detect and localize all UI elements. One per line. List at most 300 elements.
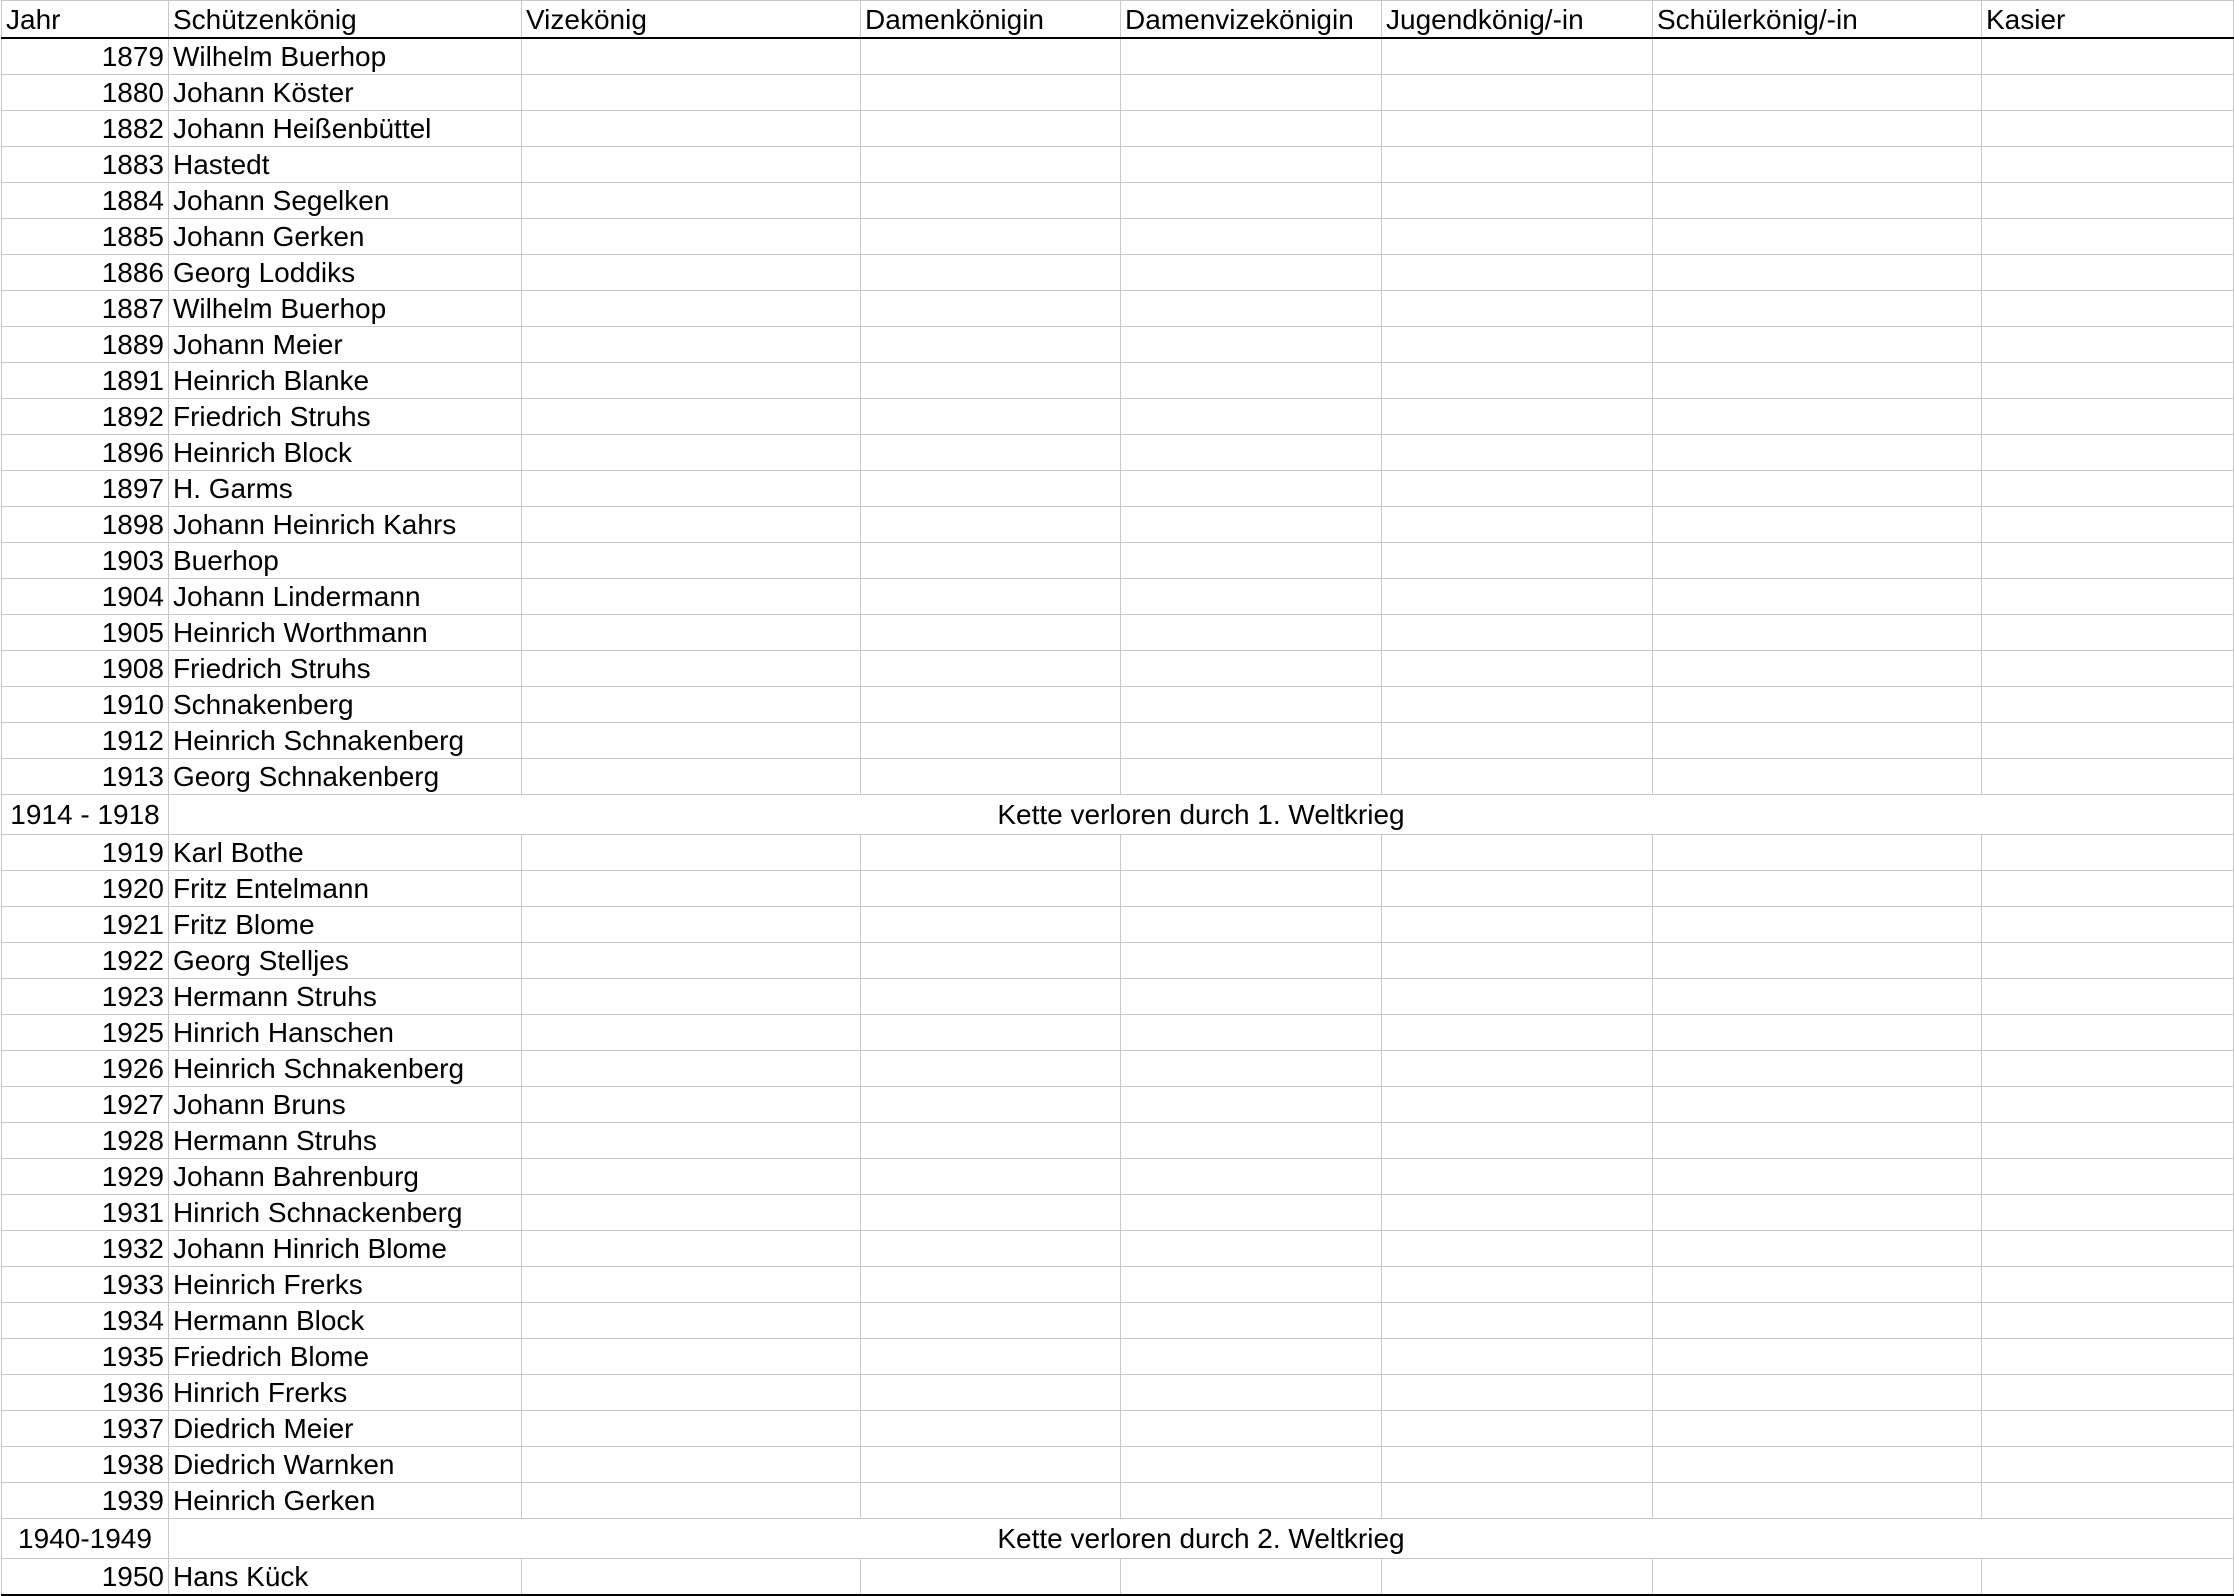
schuetzenkoenig-cell[interactable]: Diedrich Meier xyxy=(169,1411,522,1447)
empty-cell[interactable] xyxy=(1982,507,2234,543)
empty-cell[interactable] xyxy=(522,871,861,907)
empty-cell[interactable] xyxy=(861,723,1121,759)
schuetzenkoenig-cell[interactable]: Heinrich Block xyxy=(169,435,522,471)
empty-cell[interactable] xyxy=(1382,1123,1653,1159)
empty-cell[interactable] xyxy=(522,255,861,291)
empty-cell[interactable] xyxy=(1653,291,1982,327)
empty-cell[interactable] xyxy=(1382,943,1653,979)
empty-cell[interactable] xyxy=(1121,1375,1382,1411)
empty-cell[interactable] xyxy=(522,943,861,979)
empty-cell[interactable] xyxy=(1653,507,1982,543)
empty-cell[interactable] xyxy=(522,147,861,183)
empty-cell[interactable] xyxy=(1121,1447,1382,1483)
empty-cell[interactable] xyxy=(522,1303,861,1339)
schuetzenkoenig-cell[interactable]: Johann Segelken xyxy=(169,183,522,219)
empty-cell[interactable] xyxy=(1982,1483,2234,1519)
empty-cell[interactable] xyxy=(861,579,1121,615)
empty-cell[interactable] xyxy=(522,979,861,1015)
schuetzenkoenig-cell[interactable]: H. Garms xyxy=(169,471,522,507)
empty-cell[interactable] xyxy=(522,1483,861,1519)
schuetzenkoenig-cell[interactable]: Friedrich Blome xyxy=(169,1339,522,1375)
empty-cell[interactable] xyxy=(1121,507,1382,543)
empty-cell[interactable] xyxy=(1982,291,2234,327)
empty-cell[interactable] xyxy=(522,1159,861,1195)
empty-cell[interactable] xyxy=(1121,1483,1382,1519)
empty-cell[interactable] xyxy=(861,1303,1121,1339)
year-cell[interactable]: 1914 - 1918 xyxy=(2,795,169,835)
empty-cell[interactable] xyxy=(1653,759,1982,795)
schuetzenkoenig-cell[interactable]: Johann Gerken xyxy=(169,219,522,255)
schuetzenkoenig-cell[interactable]: Diedrich Warnken xyxy=(169,1447,522,1483)
empty-cell[interactable] xyxy=(1982,435,2234,471)
empty-cell[interactable] xyxy=(522,723,861,759)
empty-cell[interactable] xyxy=(1121,615,1382,651)
empty-cell[interactable] xyxy=(1653,255,1982,291)
empty-cell[interactable] xyxy=(861,255,1121,291)
empty-cell[interactable] xyxy=(1382,1303,1653,1339)
header-schuelerkoenig[interactable]: Schülerkönig/-in xyxy=(1653,1,1982,39)
empty-cell[interactable] xyxy=(861,615,1121,651)
year-cell[interactable]: 1912 xyxy=(2,723,169,759)
empty-cell[interactable] xyxy=(1382,1231,1653,1267)
empty-cell[interactable] xyxy=(522,507,861,543)
empty-cell[interactable] xyxy=(1382,471,1653,507)
schuetzenkoenig-cell[interactable]: Hinrich Hanschen xyxy=(169,1015,522,1051)
empty-cell[interactable] xyxy=(1121,1339,1382,1375)
empty-cell[interactable] xyxy=(1653,1159,1982,1195)
empty-cell[interactable] xyxy=(1382,507,1653,543)
year-cell[interactable]: 1913 xyxy=(2,759,169,795)
merged-note-cell[interactable]: Kette verloren durch 1. Weltkrieg xyxy=(169,795,2234,835)
empty-cell[interactable] xyxy=(1982,1123,2234,1159)
empty-cell[interactable] xyxy=(1653,183,1982,219)
empty-cell[interactable] xyxy=(1653,1483,1982,1519)
year-cell[interactable]: 1920 xyxy=(2,871,169,907)
empty-cell[interactable] xyxy=(1982,1339,2234,1375)
empty-cell[interactable] xyxy=(1653,399,1982,435)
empty-cell[interactable] xyxy=(1653,1015,1982,1051)
empty-cell[interactable] xyxy=(1382,543,1653,579)
empty-cell[interactable] xyxy=(861,399,1121,435)
empty-cell[interactable] xyxy=(861,1123,1121,1159)
empty-cell[interactable] xyxy=(861,291,1121,327)
empty-cell[interactable] xyxy=(861,1015,1121,1051)
empty-cell[interactable] xyxy=(1982,111,2234,147)
empty-cell[interactable] xyxy=(522,1015,861,1051)
empty-cell[interactable] xyxy=(861,871,1121,907)
empty-cell[interactable] xyxy=(1982,907,2234,943)
year-cell[interactable]: 1889 xyxy=(2,327,169,363)
empty-cell[interactable] xyxy=(1121,723,1382,759)
year-cell[interactable]: 1892 xyxy=(2,399,169,435)
empty-cell[interactable] xyxy=(1653,687,1982,723)
empty-cell[interactable] xyxy=(1121,327,1382,363)
schuetzenkoenig-cell[interactable]: Heinrich Schnakenberg xyxy=(169,723,522,759)
empty-cell[interactable] xyxy=(522,1375,861,1411)
empty-cell[interactable] xyxy=(1121,687,1382,723)
empty-cell[interactable] xyxy=(1121,835,1382,871)
year-cell[interactable]: 1885 xyxy=(2,219,169,255)
empty-cell[interactable] xyxy=(1653,1051,1982,1087)
empty-cell[interactable] xyxy=(522,291,861,327)
empty-cell[interactable] xyxy=(1653,75,1982,111)
empty-cell[interactable] xyxy=(861,147,1121,183)
year-cell[interactable]: 1923 xyxy=(2,979,169,1015)
empty-cell[interactable] xyxy=(861,1339,1121,1375)
schuetzenkoenig-cell[interactable]: Hastedt xyxy=(169,147,522,183)
empty-cell[interactable] xyxy=(1382,907,1653,943)
empty-cell[interactable] xyxy=(861,507,1121,543)
empty-cell[interactable] xyxy=(1121,147,1382,183)
empty-cell[interactable] xyxy=(1121,1303,1382,1339)
empty-cell[interactable] xyxy=(1982,723,2234,759)
schuetzenkoenig-cell[interactable]: Heinrich Frerks xyxy=(169,1267,522,1303)
empty-cell[interactable] xyxy=(1121,363,1382,399)
empty-cell[interactable] xyxy=(1653,615,1982,651)
empty-cell[interactable] xyxy=(522,1051,861,1087)
empty-cell[interactable] xyxy=(1982,1411,2234,1447)
schuetzenkoenig-cell[interactable]: Hinrich Schnackenberg xyxy=(169,1195,522,1231)
empty-cell[interactable] xyxy=(861,835,1121,871)
empty-cell[interactable] xyxy=(1382,1483,1653,1519)
empty-cell[interactable] xyxy=(1382,1267,1653,1303)
empty-cell[interactable] xyxy=(1653,327,1982,363)
year-cell[interactable]: 1898 xyxy=(2,507,169,543)
year-cell[interactable]: 1879 xyxy=(2,38,169,75)
empty-cell[interactable] xyxy=(522,907,861,943)
empty-cell[interactable] xyxy=(1121,907,1382,943)
empty-cell[interactable] xyxy=(1653,1447,1982,1483)
empty-cell[interactable] xyxy=(1653,651,1982,687)
empty-cell[interactable] xyxy=(1982,979,2234,1015)
empty-cell[interactable] xyxy=(861,219,1121,255)
empty-cell[interactable] xyxy=(1982,1015,2234,1051)
empty-cell[interactable] xyxy=(861,111,1121,147)
empty-cell[interactable] xyxy=(1382,435,1653,471)
empty-cell[interactable] xyxy=(522,363,861,399)
empty-cell[interactable] xyxy=(522,1195,861,1231)
empty-cell[interactable] xyxy=(1653,111,1982,147)
empty-cell[interactable] xyxy=(1982,835,2234,871)
empty-cell[interactable] xyxy=(1653,907,1982,943)
year-cell[interactable]: 1931 xyxy=(2,1195,169,1231)
empty-cell[interactable] xyxy=(861,1483,1121,1519)
empty-cell[interactable] xyxy=(861,943,1121,979)
year-cell[interactable]: 1936 xyxy=(2,1375,169,1411)
empty-cell[interactable] xyxy=(1382,979,1653,1015)
year-cell[interactable]: 1897 xyxy=(2,471,169,507)
schuetzenkoenig-cell[interactable]: Johann Köster xyxy=(169,75,522,111)
empty-cell[interactable] xyxy=(1982,543,2234,579)
empty-cell[interactable] xyxy=(1121,871,1382,907)
empty-cell[interactable] xyxy=(1653,471,1982,507)
schuetzenkoenig-cell[interactable]: Hermann Struhs xyxy=(169,1123,522,1159)
schuetzenkoenig-cell[interactable]: Hinrich Frerks xyxy=(169,1375,522,1411)
empty-cell[interactable] xyxy=(1121,1159,1382,1195)
empty-cell[interactable] xyxy=(1982,579,2234,615)
empty-cell[interactable] xyxy=(1653,1339,1982,1375)
empty-cell[interactable] xyxy=(1382,615,1653,651)
year-cell[interactable]: 1910 xyxy=(2,687,169,723)
empty-cell[interactable] xyxy=(1982,1195,2234,1231)
empty-cell[interactable] xyxy=(1653,219,1982,255)
schuetzenkoenig-cell[interactable]: Buerhop xyxy=(169,543,522,579)
empty-cell[interactable] xyxy=(1382,651,1653,687)
empty-cell[interactable] xyxy=(861,1087,1121,1123)
empty-cell[interactable] xyxy=(1982,219,2234,255)
empty-cell[interactable] xyxy=(1982,38,2234,75)
header-damenvizekoenigin[interactable]: Damenvizekönigin xyxy=(1121,1,1382,39)
schuetzenkoenig-cell[interactable]: Karl Bothe xyxy=(169,835,522,871)
empty-cell[interactable] xyxy=(1382,183,1653,219)
empty-cell[interactable] xyxy=(1382,1447,1653,1483)
schuetzenkoenig-cell[interactable]: Friedrich Struhs xyxy=(169,651,522,687)
empty-cell[interactable] xyxy=(861,1267,1121,1303)
empty-cell[interactable] xyxy=(522,111,861,147)
schuetzenkoenig-cell[interactable]: Hermann Block xyxy=(169,1303,522,1339)
empty-cell[interactable] xyxy=(1121,1231,1382,1267)
year-cell[interactable]: 1886 xyxy=(2,255,169,291)
empty-cell[interactable] xyxy=(1982,471,2234,507)
empty-cell[interactable] xyxy=(1382,871,1653,907)
empty-cell[interactable] xyxy=(1121,1051,1382,1087)
empty-cell[interactable] xyxy=(1121,183,1382,219)
empty-cell[interactable] xyxy=(1982,399,2234,435)
year-cell[interactable]: 1904 xyxy=(2,579,169,615)
empty-cell[interactable] xyxy=(1653,1087,1982,1123)
schuetzenkoenig-cell[interactable]: Heinrich Schnakenberg xyxy=(169,1051,522,1087)
header-jugendkoenig[interactable]: Jugendkönig/-in xyxy=(1382,1,1653,39)
empty-cell[interactable] xyxy=(522,1411,861,1447)
empty-cell[interactable] xyxy=(861,183,1121,219)
schuetzenkoenig-cell[interactable]: Hans Kück xyxy=(169,1559,522,1596)
empty-cell[interactable] xyxy=(1982,943,2234,979)
empty-cell[interactable] xyxy=(1121,219,1382,255)
empty-cell[interactable] xyxy=(1653,835,1982,871)
empty-cell[interactable] xyxy=(1121,111,1382,147)
empty-cell[interactable] xyxy=(1382,687,1653,723)
year-cell[interactable]: 1925 xyxy=(2,1015,169,1051)
empty-cell[interactable] xyxy=(522,183,861,219)
empty-cell[interactable] xyxy=(1653,363,1982,399)
year-cell[interactable]: 1938 xyxy=(2,1447,169,1483)
empty-cell[interactable] xyxy=(1382,147,1653,183)
empty-cell[interactable] xyxy=(1982,183,2234,219)
year-cell[interactable]: 1903 xyxy=(2,543,169,579)
year-cell[interactable]: 1937 xyxy=(2,1411,169,1447)
empty-cell[interactable] xyxy=(1653,543,1982,579)
header-jahr[interactable]: Jahr xyxy=(2,1,169,39)
schuetzenkoenig-cell[interactable]: Johann Hinrich Blome xyxy=(169,1231,522,1267)
empty-cell[interactable] xyxy=(861,1231,1121,1267)
empty-cell[interactable] xyxy=(861,38,1121,75)
year-cell[interactable]: 1932 xyxy=(2,1231,169,1267)
empty-cell[interactable] xyxy=(522,651,861,687)
empty-cell[interactable] xyxy=(1121,543,1382,579)
empty-cell[interactable] xyxy=(1121,1123,1382,1159)
empty-cell[interactable] xyxy=(1382,1015,1653,1051)
empty-cell[interactable] xyxy=(1653,871,1982,907)
empty-cell[interactable] xyxy=(1982,1447,2234,1483)
empty-cell[interactable] xyxy=(1121,1087,1382,1123)
empty-cell[interactable] xyxy=(1653,38,1982,75)
header-schuetzenkoenig[interactable]: Schützenkönig xyxy=(169,1,522,39)
empty-cell[interactable] xyxy=(861,1195,1121,1231)
empty-cell[interactable] xyxy=(1121,471,1382,507)
empty-cell[interactable] xyxy=(861,1051,1121,1087)
empty-cell[interactable] xyxy=(1982,1267,2234,1303)
year-cell[interactable]: 1882 xyxy=(2,111,169,147)
empty-cell[interactable] xyxy=(1653,1123,1982,1159)
empty-cell[interactable] xyxy=(1982,871,2234,907)
empty-cell[interactable] xyxy=(1382,759,1653,795)
empty-cell[interactable] xyxy=(522,835,861,871)
empty-cell[interactable] xyxy=(1121,1411,1382,1447)
empty-cell[interactable] xyxy=(1982,651,2234,687)
empty-cell[interactable] xyxy=(1121,1267,1382,1303)
empty-cell[interactable] xyxy=(861,543,1121,579)
year-cell[interactable]: 1939 xyxy=(2,1483,169,1519)
schuetzenkoenig-cell[interactable]: Friedrich Struhs xyxy=(169,399,522,435)
empty-cell[interactable] xyxy=(1653,147,1982,183)
empty-cell[interactable] xyxy=(522,579,861,615)
empty-cell[interactable] xyxy=(1121,979,1382,1015)
year-cell[interactable]: 1880 xyxy=(2,75,169,111)
schuetzenkoenig-cell[interactable]: Wilhelm Buerhop xyxy=(169,291,522,327)
empty-cell[interactable] xyxy=(861,75,1121,111)
schuetzenkoenig-cell[interactable]: Wilhelm Buerhop xyxy=(169,38,522,75)
empty-cell[interactable] xyxy=(1653,1267,1982,1303)
empty-cell[interactable] xyxy=(1382,255,1653,291)
year-cell[interactable]: 1935 xyxy=(2,1339,169,1375)
year-cell[interactable]: 1884 xyxy=(2,183,169,219)
year-cell[interactable]: 1891 xyxy=(2,363,169,399)
empty-cell[interactable] xyxy=(1121,759,1382,795)
empty-cell[interactable] xyxy=(522,327,861,363)
empty-cell[interactable] xyxy=(1121,943,1382,979)
empty-cell[interactable] xyxy=(1982,1087,2234,1123)
empty-cell[interactable] xyxy=(1982,759,2234,795)
empty-cell[interactable] xyxy=(1382,1339,1653,1375)
schuetzenkoenig-cell[interactable]: Johann Bruns xyxy=(169,1087,522,1123)
empty-cell[interactable] xyxy=(1653,1375,1982,1411)
empty-cell[interactable] xyxy=(1982,75,2234,111)
empty-cell[interactable] xyxy=(1382,327,1653,363)
schuetzenkoenig-cell[interactable]: Fritz Blome xyxy=(169,907,522,943)
empty-cell[interactable] xyxy=(1382,111,1653,147)
empty-cell[interactable] xyxy=(1382,835,1653,871)
empty-cell[interactable] xyxy=(1382,291,1653,327)
year-cell[interactable]: 1908 xyxy=(2,651,169,687)
year-cell[interactable]: 1905 xyxy=(2,615,169,651)
empty-cell[interactable] xyxy=(1121,75,1382,111)
empty-cell[interactable] xyxy=(522,1447,861,1483)
empty-cell[interactable] xyxy=(522,471,861,507)
empty-cell[interactable] xyxy=(1382,1375,1653,1411)
empty-cell[interactable] xyxy=(1653,1195,1982,1231)
empty-cell[interactable] xyxy=(1382,1159,1653,1195)
empty-cell[interactable] xyxy=(1121,435,1382,471)
empty-cell[interactable] xyxy=(1382,1411,1653,1447)
empty-cell[interactable] xyxy=(1121,38,1382,75)
empty-cell[interactable] xyxy=(1382,579,1653,615)
schuetzenkoenig-cell[interactable]: Johann Meier xyxy=(169,327,522,363)
empty-cell[interactable] xyxy=(522,399,861,435)
schuetzenkoenig-cell[interactable]: Heinrich Gerken xyxy=(169,1483,522,1519)
empty-cell[interactable] xyxy=(1653,979,1982,1015)
schuetzenkoenig-cell[interactable]: Georg Schnakenberg xyxy=(169,759,522,795)
empty-cell[interactable] xyxy=(522,543,861,579)
empty-cell[interactable] xyxy=(1121,1195,1382,1231)
empty-cell[interactable] xyxy=(1653,943,1982,979)
empty-cell[interactable] xyxy=(861,1159,1121,1195)
empty-cell[interactable] xyxy=(861,1447,1121,1483)
empty-cell[interactable] xyxy=(522,435,861,471)
empty-cell[interactable] xyxy=(1653,579,1982,615)
year-cell[interactable]: 1896 xyxy=(2,435,169,471)
empty-cell[interactable] xyxy=(522,615,861,651)
empty-cell[interactable] xyxy=(1382,38,1653,75)
schuetzenkoenig-cell[interactable]: Schnakenberg xyxy=(169,687,522,723)
empty-cell[interactable] xyxy=(1653,1411,1982,1447)
year-cell[interactable]: 1919 xyxy=(2,835,169,871)
year-cell[interactable]: 1940-1949 xyxy=(2,1519,169,1559)
empty-cell[interactable] xyxy=(861,651,1121,687)
empty-cell[interactable] xyxy=(861,1411,1121,1447)
empty-cell[interactable] xyxy=(1382,1195,1653,1231)
empty-cell[interactable] xyxy=(1382,363,1653,399)
year-cell[interactable]: 1929 xyxy=(2,1159,169,1195)
empty-cell[interactable] xyxy=(522,219,861,255)
empty-cell[interactable] xyxy=(522,759,861,795)
empty-cell[interactable] xyxy=(1982,363,2234,399)
schuetzenkoenig-cell[interactable]: Heinrich Blanke xyxy=(169,363,522,399)
empty-cell[interactable] xyxy=(1121,399,1382,435)
empty-cell[interactable] xyxy=(1382,399,1653,435)
empty-cell[interactable] xyxy=(1653,435,1982,471)
empty-cell[interactable] xyxy=(861,327,1121,363)
year-cell[interactable]: 1928 xyxy=(2,1123,169,1159)
schuetzenkoenig-cell[interactable]: Georg Stelljes xyxy=(169,943,522,979)
empty-cell[interactable] xyxy=(1653,723,1982,759)
empty-cell[interactable] xyxy=(1982,1231,2234,1267)
empty-cell[interactable] xyxy=(1121,255,1382,291)
empty-cell[interactable] xyxy=(1382,75,1653,111)
empty-cell[interactable] xyxy=(1121,579,1382,615)
empty-cell[interactable] xyxy=(1982,687,2234,723)
empty-cell[interactable] xyxy=(1382,1051,1653,1087)
empty-cell[interactable] xyxy=(522,38,861,75)
empty-cell[interactable] xyxy=(522,1231,861,1267)
empty-cell[interactable] xyxy=(861,1375,1121,1411)
empty-cell[interactable] xyxy=(861,435,1121,471)
empty-cell[interactable] xyxy=(522,75,861,111)
header-vizekoenig[interactable]: Vizekönig xyxy=(522,1,861,39)
empty-cell[interactable] xyxy=(861,907,1121,943)
empty-cell[interactable] xyxy=(1121,651,1382,687)
schuetzenkoenig-cell[interactable]: Johann Lindermann xyxy=(169,579,522,615)
year-cell[interactable]: 1922 xyxy=(2,943,169,979)
empty-cell[interactable] xyxy=(1653,1303,1982,1339)
empty-cell[interactable] xyxy=(861,687,1121,723)
year-cell[interactable]: 1887 xyxy=(2,291,169,327)
empty-cell[interactable] xyxy=(1982,147,2234,183)
empty-cell[interactable] xyxy=(861,471,1121,507)
empty-cell[interactable] xyxy=(1982,1375,2234,1411)
year-cell[interactable]: 1934 xyxy=(2,1303,169,1339)
year-cell[interactable]: 1933 xyxy=(2,1267,169,1303)
schuetzenkoenig-cell[interactable]: Johann Bahrenburg xyxy=(169,1159,522,1195)
